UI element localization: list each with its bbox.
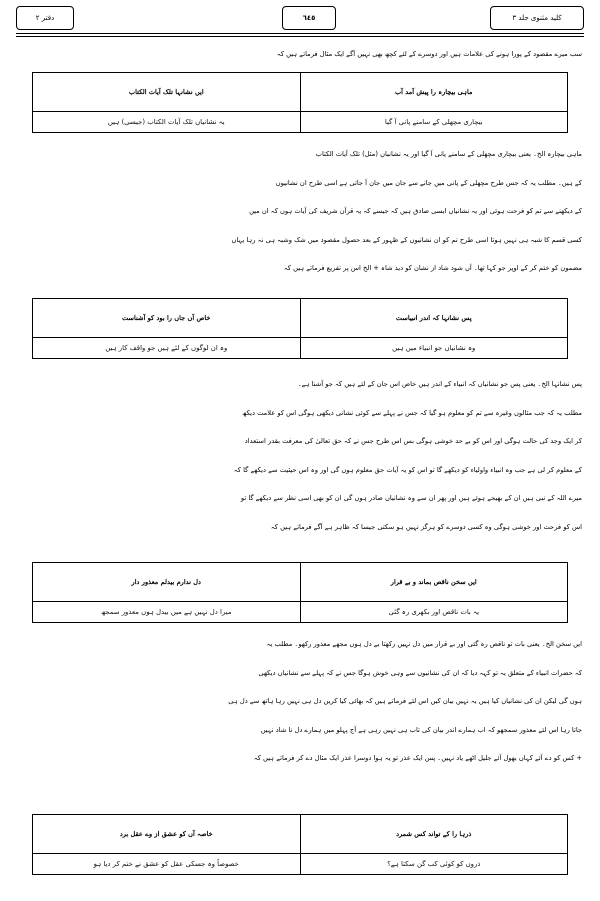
verse-hemistich: پس نشانہا کہ اندر انبیاست	[395, 314, 472, 322]
header-rule	[16, 33, 584, 34]
book-title: کلید مثنوی جلد ۳	[490, 6, 584, 30]
text-line: اس کو فرحت اور خوشی ہوگی وہ کسی دوسرے کو ہرگز نہیں ہو سکتی جیسا کہ ظاہر ہے آگے فرماتے ہیں کہ	[270, 522, 582, 531]
verse-hemistich: ایں سخن ناقص بماند و بے قرار	[390, 578, 477, 586]
paragraph-3	[18, 370, 582, 541]
text-line: کہ حضرات انبیاء کے متعلق یہ تو کہہ دیا کہ ان کی نشانیوں سے وہی خوش ہوگا جس نے کہ پہلے سے نشانیاں دیکھی	[258, 668, 582, 677]
text-line: ماہی بیچارہ الخ۔ یعنی بیچاری مچھلی کے سامنے پانی آ گیا اور یہ نشانیاں (مثل) تلک آیات الکتاب	[315, 150, 582, 158]
verse-hemistich: خاصہ آں کو عشق از وے عقل برد	[33, 815, 301, 853]
verse-gloss: وہ نشانیاں جو انبیاء میں ہیں	[392, 344, 476, 352]
paragraph-4	[18, 630, 582, 773]
verse-gloss: میرا دل نہیں ہے میں بیدل ہوں معذور سمجھ	[33, 602, 301, 622]
verse-hemistich: ماہی بیچارہ را پیش آمد آب	[394, 88, 473, 96]
verse-gloss: یہ بات ناقص اور بکھری رہ گئی	[388, 608, 479, 616]
verse-hemistich: دل ندارم بیدلم معذور دار	[33, 563, 301, 601]
paragraph-1	[18, 40, 582, 69]
text-line: + کس کو دے آئے کہاں بھول آئے جلیل اٹھے یاد نہیں۔ پس ایک عذر تو یہ ہوا دوسرا عذر ایک مثال دے کر فرماتے ہیں کہ	[253, 754, 582, 762]
text-line: جاتا رہا اس لئے معذور سمجھو کہ اب ہمارے اندر بیان کی تاب ہی نہیں رہی ہے آج پہلو میں ہمارے دل نا شاد نہیں	[260, 725, 582, 734]
verse-box-1	[32, 72, 568, 133]
verse-gloss: بیچاری مچھلی کے سامنے پانی آ گیا	[384, 118, 483, 126]
text-line: میرے اللہ کے نبی ہیں ان کے بھیجے ہوئے ہیں اور پھر ان سے وہ نشانیاں صادر ہوں گی ان کو بھی اسی نظر سے دیکھے گا تو	[240, 494, 582, 502]
verse-box-3	[32, 562, 568, 623]
verse-hemistich: خاص آں جاں را بود کو آشناست	[33, 299, 301, 337]
paragraph-2	[18, 140, 582, 283]
header-rule	[16, 36, 584, 37]
text-line: مضمون کو ختم کر کے اوپر جو کہا تھا۔ آں شود شاد از نشان کو دید شاہ + الخ اس پر تفریع فرماتے ہیں کہ	[283, 264, 582, 272]
page-header	[16, 6, 584, 32]
verse-gloss: یہ نشانیاں تلک آیات الکتاب (جیسی) ہیں	[33, 112, 301, 132]
text-line: کے معلوم کر لی ہے جب وہ انبیاء واولیاء کو دیکھے گا تو اس کو یہ آیات حق معلوم ہوں گی اور وہ اس حیثیت سے دیکھے گا کہ	[233, 465, 582, 474]
verse-gloss: ذروں کو کوئی کب گن سکتا ہے؟	[387, 860, 481, 868]
verse-gloss: وہ ان لوگوں کے لئے ہیں جو واقف کار ہیں	[33, 338, 301, 358]
text-line: پس نشانہا الخ۔ یعنی پس جو نشانیاں کہ انبیاء کے اندر ہیں خاص اس جان کے لئے ہیں کہ جو آشنا ہے۔	[297, 380, 582, 388]
page-number: ٦٤٥	[282, 6, 336, 30]
verse-hemistich: ذرہا را کے تواند کس شمرد	[396, 830, 472, 838]
verse-box-2	[32, 298, 568, 359]
text-line: کے دیکھنے سے تم کو فرحت ہوئی اور یہ نشانیاں ایسی صادق ہیں کہ جیسے کہ یہ قرآن شریف کی آیات ہوں کہ ان میں	[249, 207, 582, 215]
text-line: کر ایک وجد کی حالت ہوگی اور اس کو بے حد خوشی ہوگی بس اس طرح جس نے کہ حق تعالیٰ کی معرفت بقدر استعداد	[244, 437, 582, 445]
text-line: کے ہیں۔ مطلب یہ کہ جس طرح مچھلی کے پانی میں جانے سے جان میں جان آ جاتی ہے اسی طرح ان نشانیوں	[275, 178, 582, 187]
verse-gloss: خصوصاً وہ جسکی عقل کو عشق نے ختم کر دیا ہو	[33, 854, 301, 874]
text-line: سب میرے مقصود کے پورا ہونے کی علامات ہیں اور دوسرے کے لئے کچھ بھی نہیں آگے ایک مثال فرماتے ہیں کہ	[276, 50, 582, 58]
text-line: کسی قسم کا شبہ ہی نہیں ہوتا اسی طرح تم کو ان نشانیوں کے ظہور کے بعد حصول مقصود میں شک وشبہ ہی نہ رہا یہاں	[231, 235, 582, 244]
text-line: مطلب یہ کہ جب مثالوں وغیرہ سے تم کو معلوم ہو گیا کہ جس نے پہلے سے کوئی نشانی دیکھی ہوگی اس کو علامت دیکھ	[242, 408, 582, 417]
volume-label: دفتر ۲	[16, 6, 74, 30]
text-line: ایں سخن الخ۔ یعنی بات تو ناقص رہ گئی اور بے قرار میں دل نہیں رکھتا بے دل ہوں مجھے معذور رکھو۔ مطلب یہ	[266, 640, 582, 648]
text-line: ہوں گی لیکن ان کی نشانیاں کیا ہیں یہ نہیں بیان کیں اس لئے فرماتے ہیں کہ بھائی کیا کریں دل ہی نہیں رہا ہاتھ سے دل ہی	[228, 697, 582, 705]
verse-hemistich: ایں نشانہا تلک آیات الکتاب	[33, 73, 301, 111]
verse-box-4	[32, 814, 568, 875]
